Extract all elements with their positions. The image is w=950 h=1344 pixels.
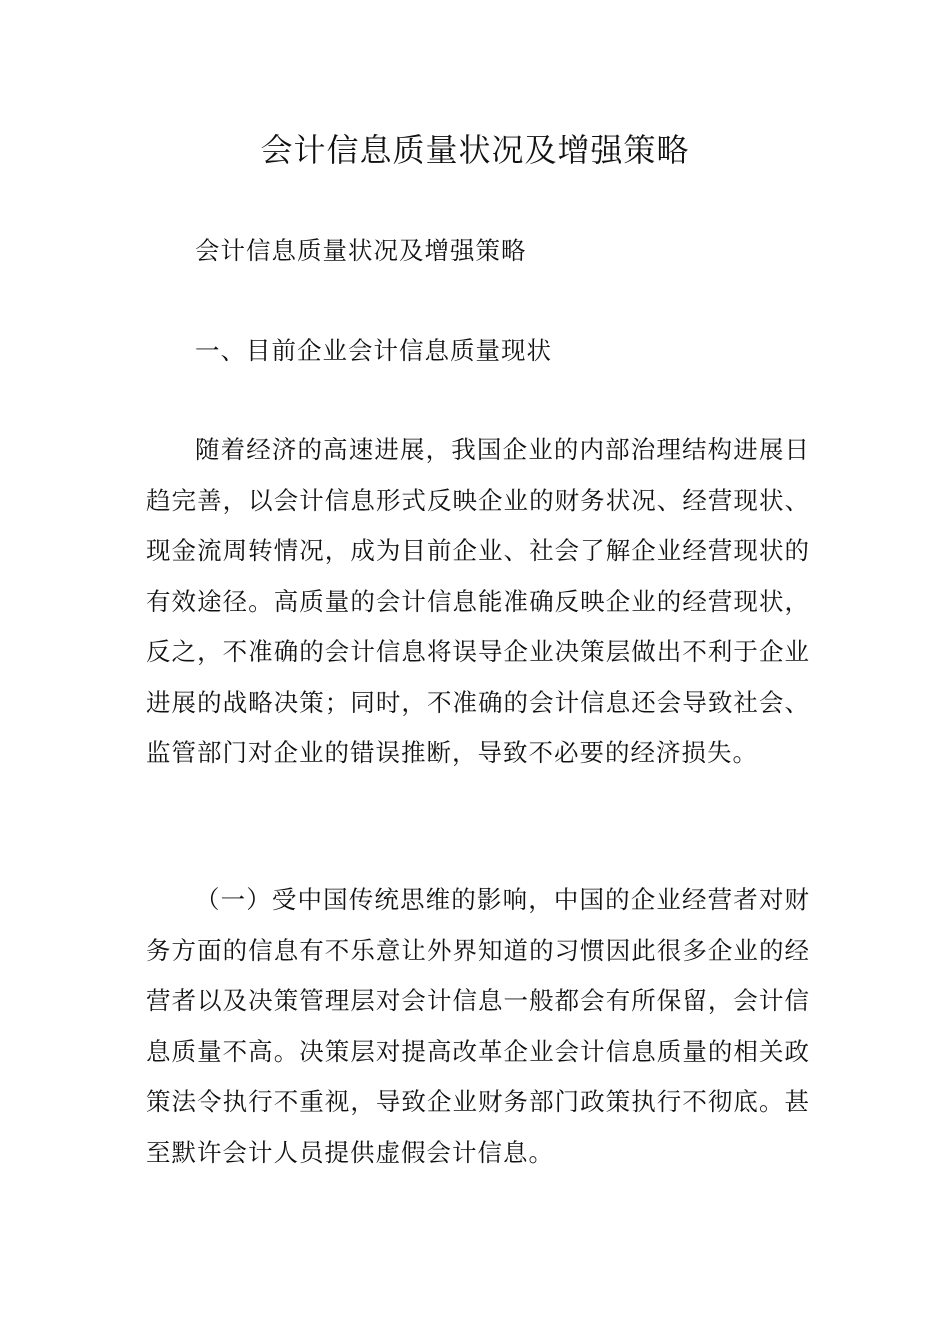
subtitle-paragraph: 会计信息质量状况及增强策略 (195, 236, 527, 265)
body-paragraph: 随着经济的高速进展，我国企业的内部治理结构进展日趋完善，以会计信息形式反映企业的财务状况、经营现状、现金流周转情况，成为目前企业、社会了解企业经营现状的有效途径。高质量的会计信息能准确反映企业的经营现状，反之，不准确的会计信息将误导企业决策层做出不利于企业进展的战略决策；同时，不准确的会计信息还会导致社会、监管部门对企业的错误推断，导致不必要的经济损失。 (146, 435, 810, 767)
document-title: 会计信息质量状况及增强策略 (260, 131, 690, 169)
section-heading: 一、目前企业会计信息质量现状 (195, 336, 552, 365)
body-paragraph: （一）受中国传统思维的影响，中国的企业经营者对财务方面的信息有不乐意让外界知道的习惯因此很多企业的经营者以及决策管理层对会计信息一般都会有所保留，会计信息质量不高。决策层对提高改革企业会计信息质量的相关政策法令执行不重视，导致企业财务部门政策执行不彻底。甚至默许会计人员提供虚假会计信息。 (146, 885, 810, 1167)
